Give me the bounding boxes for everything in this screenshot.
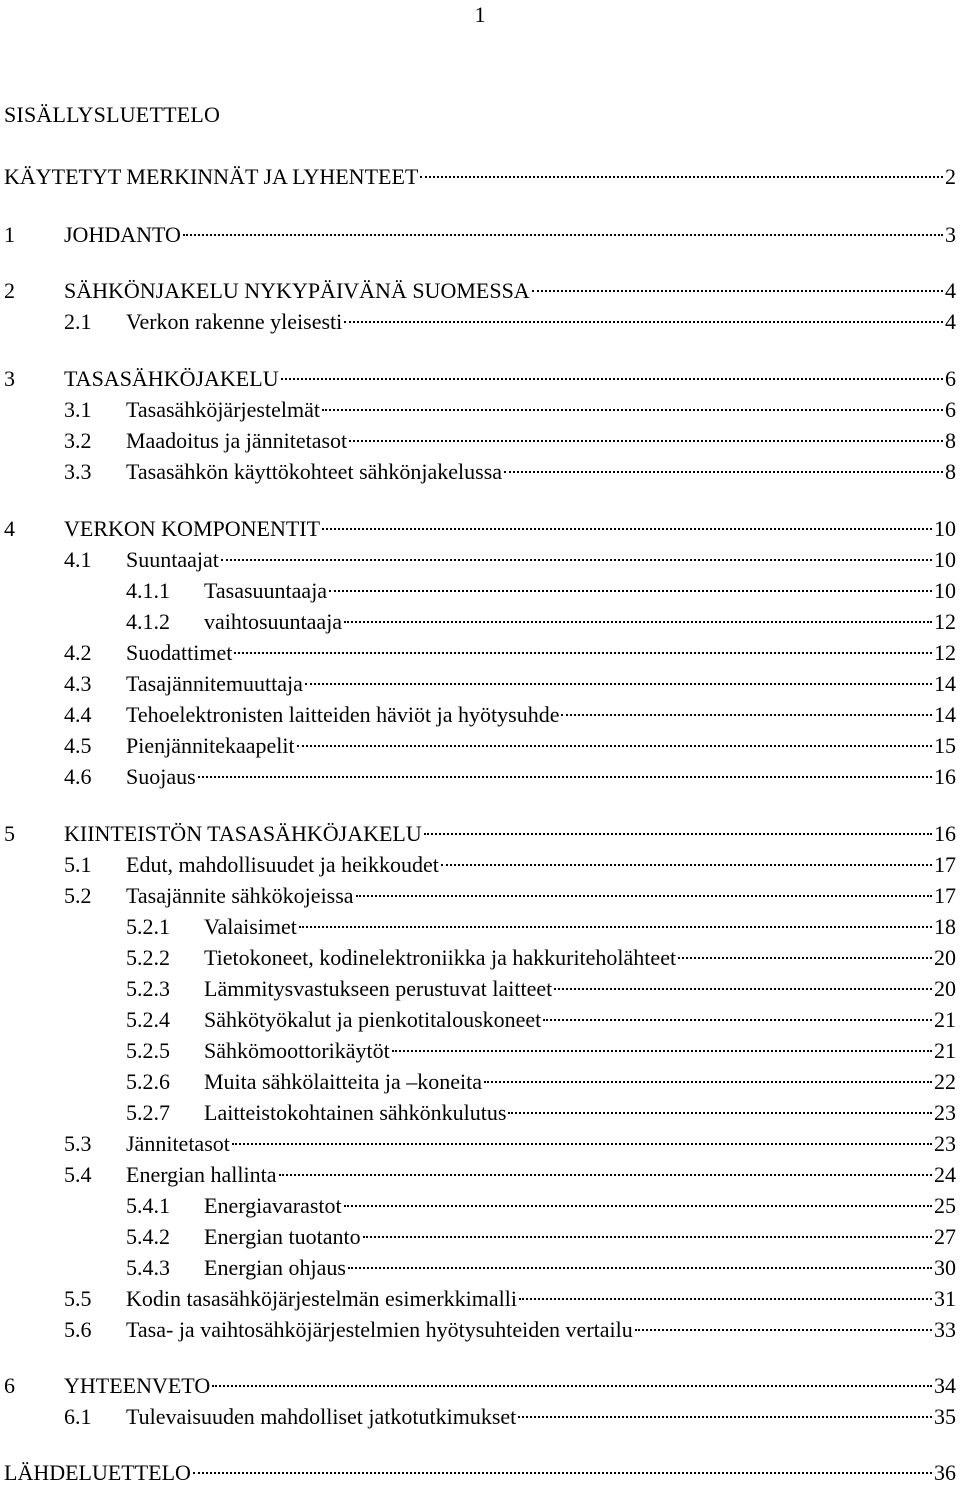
toc-entry-title: Tietokoneet, kodinelektroniikka ja hakkuriteholähteet [204, 945, 677, 970]
toc-entry-page: 16 [934, 821, 956, 846]
toc-entry-title: Energian tuotanto [204, 1224, 361, 1249]
dot-leader [543, 1019, 932, 1021]
toc-entry-title: Sähkömoottorikäytöt [204, 1038, 390, 1063]
dot-leader [420, 176, 943, 178]
dot-leader [329, 590, 932, 592]
toc-entry[interactable] [0, 851, 956, 879]
toc-entry-title: Tasasuuntaaja [204, 578, 328, 603]
toc-entry-number: 2 [4, 278, 15, 303]
toc-entry[interactable] [0, 1130, 956, 1158]
dot-leader [392, 1050, 932, 1052]
toc-entry[interactable] [0, 701, 956, 729]
toc-entry-number: 3 [4, 366, 15, 391]
toc-entry[interactable] [0, 1068, 956, 1096]
toc-entry-page: 20 [934, 945, 956, 970]
toc-entry-page: 3 [945, 222, 956, 247]
toc-entry-title: SÄHKÖNJAKELU NYKYPÄIVÄNÄ SUOMESSA [64, 278, 530, 303]
toc-entry-title: Edut, mahdollisuudet ja heikkoudet [126, 852, 439, 877]
toc-entry-number: 4.5 [64, 733, 92, 758]
dot-leader [349, 440, 943, 442]
toc-entry-number: 5.4.1 [126, 1193, 170, 1218]
toc-entry-number: 4.1.2 [126, 609, 170, 634]
toc-entry-number: 3.3 [64, 459, 92, 484]
toc-entry[interactable] [0, 1192, 956, 1220]
toc-entry-page: 4 [945, 309, 956, 334]
toc-entry[interactable] [0, 913, 956, 941]
toc-entry-page: 21 [934, 1007, 956, 1032]
toc-entry-page: 2 [945, 164, 956, 189]
toc-entry[interactable] [0, 1285, 956, 1313]
dot-leader [299, 926, 932, 928]
toc-entry-title: Suojaus [126, 764, 196, 789]
toc-entry-number: 5.5 [64, 1286, 92, 1311]
toc-entry-title: vaihtosuuntaaja [204, 609, 343, 634]
toc-entry-number: 5.2.1 [126, 914, 170, 939]
toc-entry-page: 10 [934, 578, 956, 603]
dot-leader [635, 1329, 932, 1331]
dot-leader [193, 1472, 932, 1474]
toc-entry-title: KIINTEISTÖN TASASÄHKÖJAKELU [64, 821, 422, 846]
toc-entry-page: 10 [934, 547, 956, 572]
toc-entry-title: Sähkötyökalut ja pienkotitalouskoneet [204, 1007, 542, 1032]
toc-entry[interactable] [0, 763, 956, 791]
toc-entry-page: 25 [934, 1193, 956, 1218]
toc-entry-page: 15 [934, 733, 956, 758]
toc-entry-page: 23 [934, 1100, 956, 1125]
dot-leader [212, 1385, 932, 1387]
toc-entry-page: 6 [945, 397, 956, 422]
toc-entry[interactable] [0, 577, 956, 605]
toc-entry[interactable] [0, 1161, 956, 1189]
toc-entry-title: Tasajännitemuuttaja [126, 671, 303, 696]
toc-entry[interactable] [0, 670, 956, 698]
dot-leader [363, 1236, 932, 1238]
dot-leader [561, 714, 932, 716]
toc-entry-title: Jännitetasot [126, 1131, 230, 1156]
toc-entry-number: 4.1.1 [126, 578, 170, 603]
dot-leader [518, 1416, 932, 1418]
toc-entry-number: 3.2 [64, 428, 92, 453]
toc-entry-number: 5.2 [64, 883, 92, 908]
toc-entry-page: 36 [934, 1460, 956, 1485]
toc-entry[interactable] [0, 427, 956, 455]
toc-entry-number: 5.6 [64, 1317, 92, 1342]
toc-entry[interactable] [0, 608, 956, 636]
toc-entry-page: 34 [934, 1373, 956, 1398]
toc-entry-page: 17 [934, 852, 956, 877]
dot-leader [305, 683, 932, 685]
toc-entry-title: Verkon rakenne yleisesti [126, 309, 343, 334]
toc-entry-title: YHTEENVETO [64, 1373, 211, 1398]
dot-leader [508, 1112, 932, 1114]
toc-entry[interactable] [0, 1403, 956, 1431]
toc-entry[interactable] [0, 458, 956, 486]
toc-entry-title: Suuntaajat [126, 547, 219, 572]
toc-entry-title: Energian ohjaus [204, 1255, 346, 1280]
toc-entry-title: VERKON KOMPONENTIT [64, 516, 321, 541]
toc-entry-number: 5.1 [64, 852, 92, 877]
toc-entry[interactable] [0, 732, 956, 760]
toc-entry-page: 24 [934, 1162, 956, 1187]
toc-entry-number: 5.2.3 [126, 976, 170, 1001]
dot-leader [322, 528, 932, 530]
dot-leader [532, 290, 943, 292]
toc-entry[interactable] [0, 1254, 956, 1282]
dot-leader [234, 652, 932, 654]
toc-entry[interactable] [0, 163, 956, 191]
toc-entry-title: TASASÄHKÖJAKELU [64, 366, 279, 391]
toc-entry[interactable] [0, 277, 956, 305]
toc-entry[interactable] [0, 944, 956, 972]
toc-entry-page: 33 [934, 1317, 956, 1342]
toc-entry-title: Valaisimet [204, 914, 297, 939]
toc-entry-page: 8 [945, 459, 956, 484]
toc-entry[interactable] [0, 515, 956, 543]
toc-entry[interactable] [0, 1372, 956, 1400]
toc-entry-title: Suodattimet [126, 640, 233, 665]
toc-entry-page: 20 [934, 976, 956, 1001]
toc-entry-number: 4.6 [64, 764, 92, 789]
toc-entry-title: JOHDANTO [64, 222, 181, 247]
toc-entry-number: 5.4 [64, 1162, 92, 1187]
dot-leader [221, 559, 932, 561]
dot-leader [356, 895, 932, 897]
toc-entry-title: Tasasähköjärjestelmät [126, 397, 320, 422]
toc-entry-page: 4 [945, 278, 956, 303]
toc-entry-page: 30 [934, 1255, 956, 1280]
toc-entry-number: 5.2.2 [126, 945, 170, 970]
toc-entry-page: 17 [934, 883, 956, 908]
toc-entry-title: Tehoelektronisten laitteiden häviöt ja hyötysuhde [126, 702, 560, 727]
toc-entry-page: 12 [934, 609, 956, 634]
toc-entry-page: 18 [934, 914, 956, 939]
toc-entry-page: 16 [934, 764, 956, 789]
dot-leader [424, 833, 932, 835]
toc-entry-number: 5.4.2 [126, 1224, 170, 1249]
toc-entry-number: 5.4.3 [126, 1255, 170, 1280]
dot-leader [198, 776, 932, 778]
toc-entry-number: 5.3 [64, 1131, 92, 1156]
dot-leader [344, 1205, 932, 1207]
dot-leader [297, 745, 932, 747]
toc-entry[interactable] [0, 975, 956, 1003]
dot-leader [183, 234, 943, 236]
toc-entry[interactable] [0, 820, 956, 848]
dot-leader [348, 1267, 932, 1269]
dot-leader [441, 864, 932, 866]
toc-entry-number: 5 [4, 821, 15, 846]
toc-entry-title: LÄHDELUETTELO [4, 1460, 191, 1485]
toc-entry-number: 5.2.5 [126, 1038, 170, 1063]
toc-entry-number: 1 [4, 222, 15, 247]
dot-leader [232, 1143, 932, 1145]
toc-entry-page: 8 [945, 428, 956, 453]
toc-entry-title: KÄYTETYT MERKINNÄT JA LYHENTEET [4, 164, 419, 189]
toc-entry[interactable] [0, 396, 956, 424]
toc-entry[interactable] [0, 365, 956, 393]
toc-entry-number: 4.1 [64, 547, 92, 572]
toc-entry-number: 5.2.7 [126, 1100, 170, 1125]
toc-entry-title: Kodin tasasähköjärjestelmän esimerkkimalli [126, 1286, 518, 1311]
toc-entry-title: Muita sähkölaitteita ja –koneita [204, 1069, 482, 1094]
toc-entry[interactable] [0, 1099, 956, 1127]
dot-leader [504, 471, 943, 473]
dot-leader [554, 988, 932, 990]
page-number: 1 [474, 2, 486, 27]
toc-entry-number: 4.3 [64, 671, 92, 696]
toc-entry-number: 4.2 [64, 640, 92, 665]
toc-entry-page: 23 [934, 1131, 956, 1156]
toc-entry-title: Tulevaisuuden mahdolliset jatkotutkimukset [126, 1404, 517, 1429]
toc-entry[interactable] [0, 1459, 956, 1487]
dot-leader [281, 378, 943, 380]
toc-entry-title: Tasasähkön käyttökohteet sähkönjakelussa [126, 459, 503, 484]
toc-entry[interactable] [0, 221, 956, 249]
toc-entry-page: 22 [934, 1069, 956, 1094]
toc-entry-page: 27 [934, 1224, 956, 1249]
dot-leader [322, 409, 943, 411]
dot-leader [344, 621, 932, 623]
toc-entry[interactable] [0, 308, 956, 336]
toc-entry-page: 14 [934, 702, 956, 727]
toc-entry-page: 21 [934, 1038, 956, 1063]
dot-leader [484, 1081, 932, 1083]
toc-entry-number: 4 [4, 516, 15, 541]
toc-entry[interactable] [0, 1006, 956, 1034]
toc-entry-number: 2.1 [64, 309, 92, 334]
toc-entry[interactable] [0, 639, 956, 667]
toc-entry-page: 35 [934, 1404, 956, 1429]
toc-entry-page: 31 [934, 1286, 956, 1311]
toc-entry-page: 10 [934, 516, 956, 541]
toc-entry-page: 12 [934, 640, 956, 665]
toc-entry-number: 6 [4, 1373, 15, 1398]
toc-entry-title: Tasa- ja vaihtosähköjärjestelmien hyötysuhteiden vertailu [126, 1317, 633, 1342]
toc-entry[interactable] [0, 546, 956, 574]
toc-entry-title: Energian hallinta [126, 1162, 277, 1187]
toc-entry-number: 5.2.6 [126, 1069, 170, 1094]
toc-entry-title: Energiavarastot [204, 1193, 342, 1218]
dot-leader [279, 1174, 933, 1176]
toc-entry[interactable] [0, 1316, 956, 1344]
toc-heading: SISÄLLYSLUETTELO [4, 102, 221, 127]
toc-entry[interactable] [0, 882, 956, 910]
toc-entry-title: Laitteistokohtainen sähkönkulutus [204, 1100, 507, 1125]
toc-entry-number: 5.2.4 [126, 1007, 170, 1032]
toc-entry-title: Lämmitysvastukseen perustuvat laitteet [204, 976, 553, 1001]
toc-entry-title: Maadoitus ja jännitetasot [126, 428, 348, 453]
toc-entry[interactable] [0, 1223, 956, 1251]
toc-entry-title: Tasajännite sähkökojeissa [126, 883, 354, 908]
dot-leader [519, 1298, 932, 1300]
toc-entry[interactable] [0, 1037, 956, 1065]
toc-entry-title: Pienjännitekaapelit [126, 733, 295, 758]
toc-entry-page: 6 [945, 366, 956, 391]
toc-entry-number: 6.1 [64, 1404, 92, 1429]
toc-entry-number: 3.1 [64, 397, 92, 422]
dot-leader [678, 957, 932, 959]
toc-entry-page: 14 [934, 671, 956, 696]
toc-entry-number: 4.4 [64, 702, 92, 727]
dot-leader [344, 321, 943, 323]
